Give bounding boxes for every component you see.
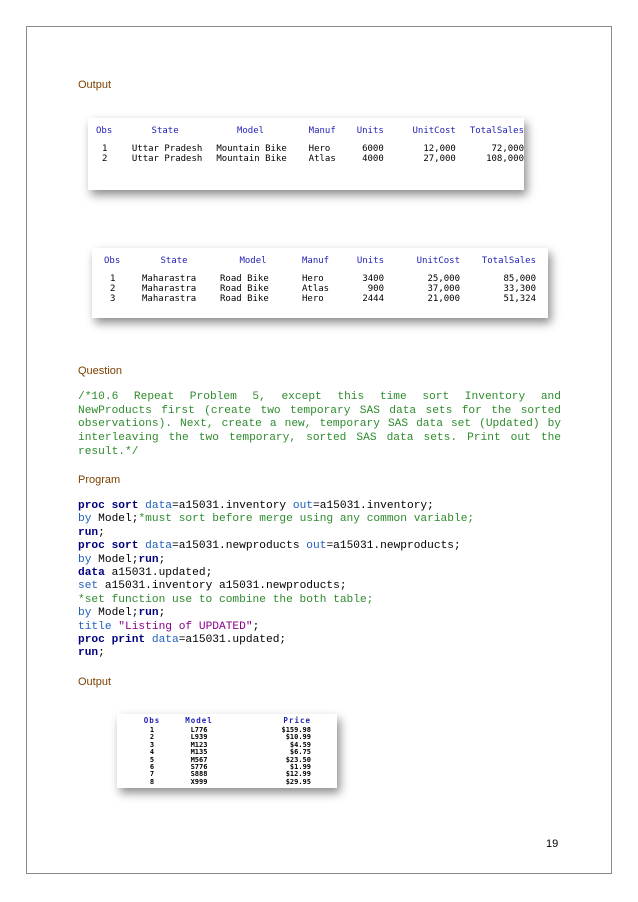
col-header-unitcost: UnitCost — [412, 126, 456, 136]
col-header-obs: Obs — [143, 716, 161, 725]
code-text: Model; — [91, 513, 139, 526]
code-keyword: proc sort — [78, 540, 139, 553]
col-header-state: State — [151, 126, 179, 136]
col-header-obs: Obs — [104, 256, 121, 266]
cell-model: Road Bike — [220, 274, 269, 284]
code-keyword: data — [78, 567, 105, 580]
code-keyword: run — [138, 553, 159, 566]
cell-price: $159.98 — [281, 726, 311, 734]
col-header-totalsales: TotalSales — [481, 256, 536, 266]
col-header-unitcost: UnitCost — [416, 256, 460, 266]
col-header-totalsales: TotalSales — [469, 126, 524, 136]
cell-model: M135 — [190, 748, 208, 757]
cell-obs: 7 — [149, 770, 155, 779]
code-text: =a15031.newproducts; — [326, 540, 461, 553]
cell-totalsales: 72,000 — [491, 144, 524, 154]
cell-price: $10.99 — [285, 733, 311, 742]
cell-obs: 6 — [149, 763, 155, 772]
cell-manuf: Hero — [308, 144, 331, 154]
cell-units: 3400 — [362, 274, 384, 284]
code-option: by — [78, 607, 92, 620]
cell-unitcost: 27,000 — [423, 154, 456, 164]
output-heading-1: Output — [78, 79, 112, 91]
cell-obs: 1 — [102, 144, 108, 154]
cell-totalsales: 51,324 — [503, 294, 536, 304]
cell-unitcost: 25,000 — [427, 274, 460, 284]
cell-model: L939 — [190, 733, 208, 742]
table-header-row — [96, 126, 524, 144]
code-text: =a15031.updated; — [178, 634, 287, 647]
code-comment: *set function use to combine the both table; — [78, 593, 374, 606]
code-comment: *must sort before merge using any common variable; — [138, 513, 475, 526]
code-text: ; — [252, 620, 260, 633]
cell-units: 6000 — [362, 144, 384, 154]
code-keyword: run — [78, 526, 99, 539]
cell-manuf: Atlas — [302, 284, 330, 294]
cell-obs: 3 — [149, 740, 155, 749]
code-keyword: run — [78, 647, 99, 660]
table-1 — [96, 126, 524, 164]
sas-output-table-3 — [117, 714, 337, 788]
table-header-row — [104, 256, 536, 274]
code-text: =a15031.newproducts — [172, 540, 300, 553]
code-keyword: proc sort — [78, 500, 139, 512]
cell-manuf: Hero — [302, 274, 324, 284]
table-row — [96, 154, 524, 164]
code-text: ; — [98, 526, 105, 539]
cell-unitcost: 21,000 — [427, 294, 460, 304]
cell-price: $12.99 — [285, 770, 311, 779]
code-option: data — [145, 634, 179, 647]
cell-state: Maharastra — [142, 294, 197, 304]
code-text: =a15031.inventory — [172, 500, 287, 512]
cell-state: Maharastra — [142, 284, 197, 294]
cell-state: Uttar Pradesh — [131, 144, 203, 154]
cell-price: $6.75 — [289, 748, 311, 757]
code-keyword: proc print — [78, 634, 146, 647]
cell-obs: 1 — [149, 726, 155, 734]
code-option: by — [78, 553, 92, 566]
sas-output-table-1 — [88, 118, 524, 190]
code-text: a15031.inventory a15031.newproducts; — [98, 580, 347, 593]
program-heading: Program — [78, 474, 121, 486]
table-2 — [104, 256, 536, 304]
col-header-units: Units — [356, 126, 384, 136]
cell-state: Maharastra — [142, 274, 197, 284]
code-option: set — [78, 580, 99, 593]
cell-model: Mountain Bike — [216, 144, 287, 154]
cell-obs: 1 — [110, 274, 116, 284]
cell-obs: 8 — [149, 777, 155, 786]
cell-price: $29.95 — [285, 777, 311, 786]
cell-obs: 3 — [110, 294, 116, 304]
col-header-model: Model — [185, 716, 213, 725]
code-text: ; — [158, 607, 166, 620]
col-header-price: Price — [283, 716, 311, 725]
code-keyword: run — [138, 607, 159, 620]
cell-units: 900 — [367, 284, 384, 294]
cell-unitcost: 12,000 — [423, 144, 456, 154]
cell-totalsales: 33,300 — [503, 284, 536, 294]
cell-model: S776 — [190, 763, 208, 772]
cell-unitcost: 37,000 — [427, 284, 460, 294]
col-header-model: Model — [239, 256, 267, 266]
code-text: ; — [98, 647, 105, 660]
cell-model: X999 — [190, 777, 208, 786]
col-header-obs: Obs — [96, 126, 113, 136]
question-text: /*10.6 Repeat Problem 5, except this time sort Inventory and NewProducts first (create two temporary SAS data sets for the sorted observations). Next, create a new, temporary SAS data set (Updated) by interleaving the two temporary, sorted SAS data sets. Print out the result.*/ — [78, 391, 561, 458]
cell-price: $23.50 — [285, 755, 311, 764]
col-header-units: Units — [356, 256, 384, 266]
code-text: Model; — [91, 607, 139, 620]
cell-totalsales: 85,000 — [503, 274, 536, 284]
code-text: a15031.updated; — [104, 567, 213, 580]
cell-model: L776 — [190, 726, 208, 734]
output-heading-2: Output — [78, 676, 112, 688]
col-header-state: State — [160, 256, 188, 266]
cell-model: Road Bike — [220, 284, 269, 294]
code-option: data — [138, 500, 173, 512]
cell-price: $1.99 — [289, 763, 311, 772]
page-number: 19 — [546, 838, 559, 850]
code-option: data — [138, 540, 173, 553]
cell-units: 4000 — [362, 154, 384, 164]
code-option: out — [286, 500, 314, 512]
table-row — [135, 779, 319, 786]
col-header-manuf: Manuf — [302, 256, 330, 266]
cell-totalsales: 108,000 — [486, 154, 524, 164]
table-3 — [135, 716, 319, 786]
code-text: =a15031.inventory; — [313, 500, 434, 512]
code-option: by — [78, 513, 92, 526]
sas-output-table-2 — [92, 248, 548, 318]
table-row — [104, 284, 536, 294]
cell-manuf: Hero — [302, 294, 324, 304]
cell-model: Mountain Bike — [216, 154, 287, 164]
cell-obs: 2 — [110, 284, 116, 294]
cell-price: $4.59 — [289, 740, 311, 749]
table-row — [104, 274, 536, 284]
code-option: out — [299, 540, 327, 553]
code-string: "Listing of UPDATED" — [111, 620, 253, 633]
cell-obs: 2 — [102, 154, 108, 164]
cell-model: S888 — [190, 770, 208, 779]
cell-state: Uttar Pradesh — [131, 154, 203, 164]
table-row — [104, 294, 536, 304]
cell-units: 2444 — [362, 294, 384, 304]
table-row — [96, 144, 524, 154]
sas-program-code — [78, 500, 474, 661]
col-header-model: Model — [236, 126, 265, 136]
col-header-manuf: Manuf — [308, 126, 336, 136]
question-heading: Question — [78, 365, 123, 377]
cell-obs: 5 — [149, 755, 155, 764]
cell-model: Road Bike — [220, 294, 269, 304]
code-text: Model; — [91, 553, 139, 566]
cell-model: M567 — [190, 755, 208, 764]
cell-manuf: Atlas — [308, 154, 336, 164]
cell-obs: 4 — [149, 748, 155, 757]
cell-obs: 2 — [149, 733, 155, 742]
code-option: title — [78, 620, 112, 633]
cell-model: M123 — [190, 740, 208, 749]
code-text: ; — [158, 553, 166, 566]
